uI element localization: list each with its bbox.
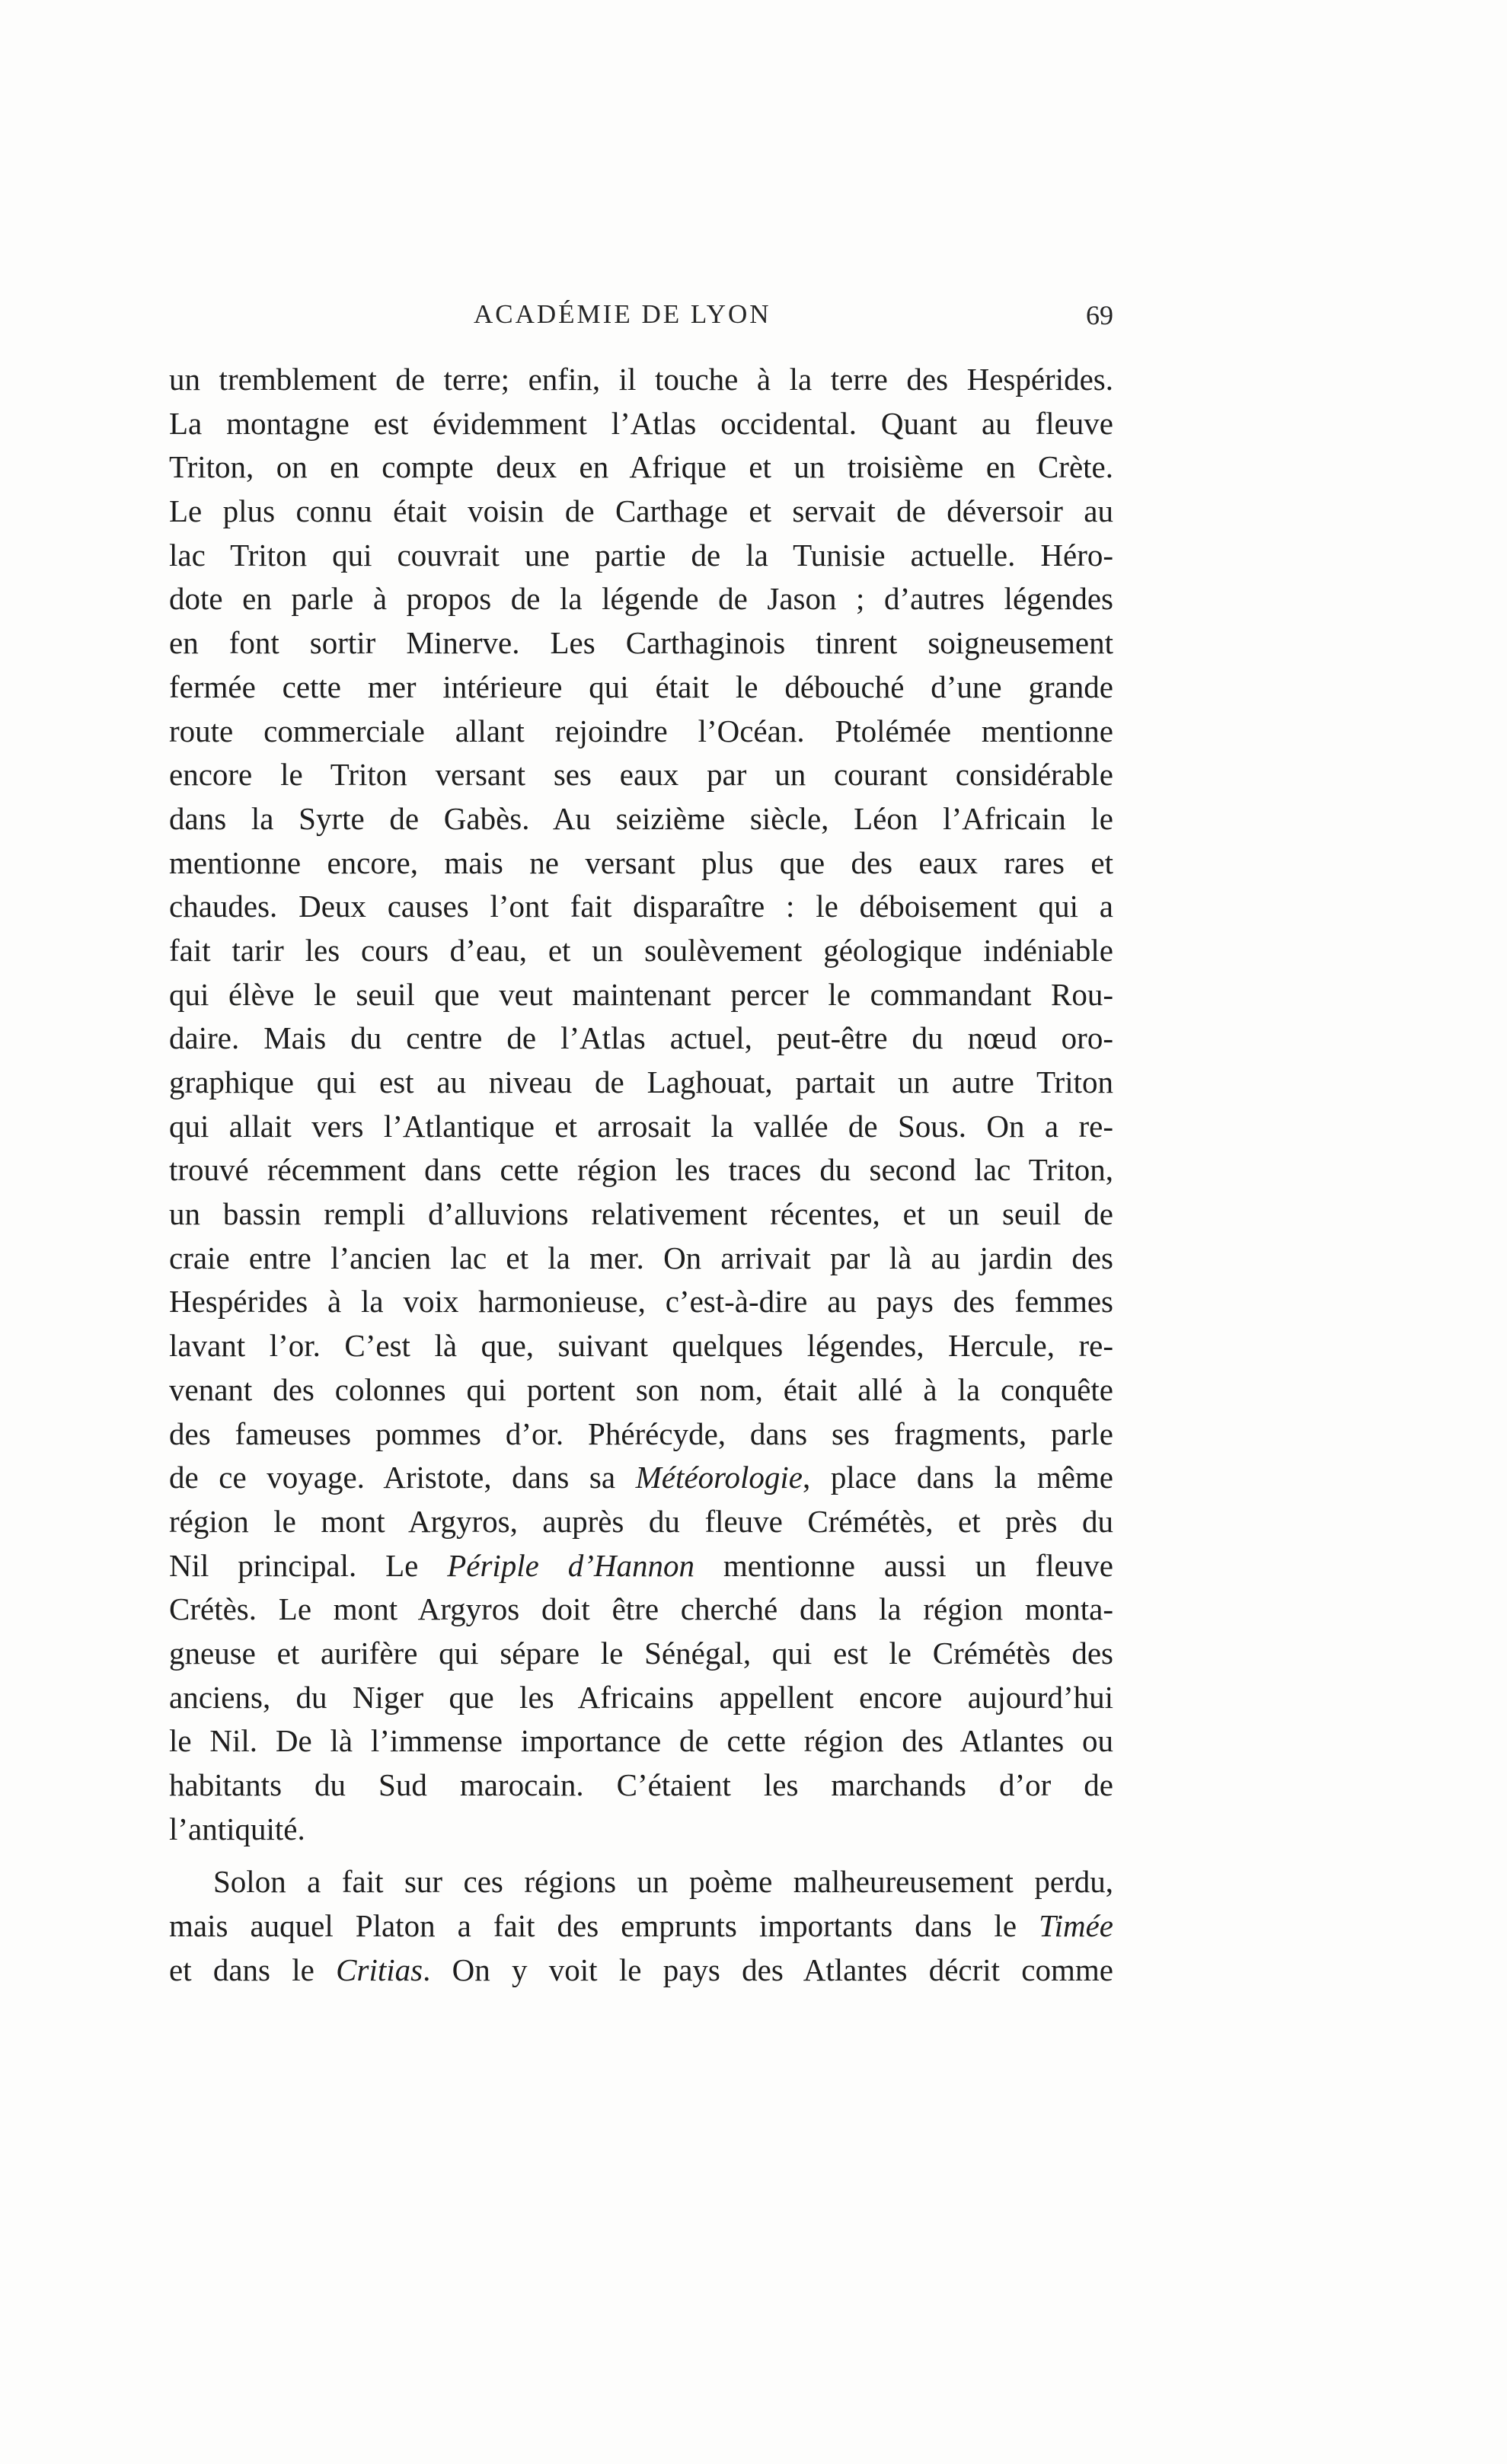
- text-line: venant des colonnes qui portent son nom, était allé à la conquête: [169, 1371, 1113, 1407]
- text-line: trouvé récemment dans cette région les traces du second lac Triton,: [169, 1152, 1113, 1188]
- text-line: graphique qui est au niveau de Laghouat, partait un autre Triton: [169, 1064, 1113, 1100]
- text-line: [169, 1904, 1113, 1949]
- text-fragment: mentionne aussi un fleuve: [694, 1547, 1113, 1583]
- text-line: qui allait vers l’Atlantique et arrosait la vallée de Sous. On a re-: [169, 1108, 1113, 1144]
- text-fragment: de ce voyage. Aristote, dans sa: [169, 1460, 636, 1495]
- book-title-periple: Périple d’Hannon: [447, 1547, 695, 1583]
- text-line: encore le Triton versant ses eaux par un courant considérable: [169, 757, 1113, 793]
- text-fragment: Nil principal. Le: [169, 1547, 448, 1583]
- text-line: route commerciale allant rejoindre l’Océan. Ptolémée mentionne: [169, 713, 1113, 748]
- text-line: Solon a fait sur ces régions un poème malheureusement perdu,: [213, 1864, 1113, 1900]
- text-fragment: , place dans la même: [803, 1460, 1113, 1495]
- text-line: fait tarir les cours d’eau, et un soulèvement géologique indéniable: [169, 932, 1113, 968]
- text-line: La montagne est évidemment l’Atlas occidental. Quant au fleuve: [169, 405, 1113, 441]
- text-line: mentionne encore, mais ne versant plus que des eaux rares et: [169, 844, 1113, 880]
- text-line: Le plus connu était voisin de Carthage et servait de déversoir au: [169, 493, 1113, 529]
- book-title-critias: Critias: [336, 1952, 423, 1987]
- text-fragment: et dans le: [169, 1952, 337, 1987]
- text-line: [169, 1544, 1113, 1588]
- text-line: des fameuses pommes d’or. Phérécyde, dans ses fragments, parle: [169, 1416, 1113, 1451]
- text-line: gneuse et aurifère qui sépare le Sénégal, qui est le Crémétès des: [169, 1635, 1113, 1671]
- text-line: Triton, on en compte deux en Afrique et un troisième en Crète.: [169, 449, 1113, 485]
- text-fragment: mais auquel Platon a fait des emprunts importants dans le: [169, 1908, 1039, 1944]
- text-line: un tremblement de terre; enfin, il touche à la terre des Hespérides.: [169, 362, 1113, 397]
- text-line: le Nil. De là l’immense importance de cette région des Atlantes ou: [169, 1723, 1113, 1759]
- text-line: qui élève le seuil que veut maintenant percer le commandant Rou-: [169, 976, 1113, 1012]
- running-title: ACADÉMIE DE LYON: [474, 299, 771, 329]
- text-line: anciens, du Niger que les Africains appellent encore aujourd’hui: [169, 1679, 1113, 1715]
- text-line: lavant l’or. C’est là que, suivant quelques légendes, Hercule, re-: [169, 1328, 1113, 1364]
- book-title-timee: Timée: [1039, 1908, 1113, 1944]
- paragraph-2: [169, 1860, 1113, 1992]
- book-title-meteorologie: Météorologie: [635, 1460, 803, 1495]
- page-number: 69: [1086, 300, 1113, 330]
- text-line: [169, 1456, 1113, 1500]
- text-line: [169, 1949, 1113, 1993]
- text-line: daire. Mais du centre de l’Atlas actuel, peut-être du nœud oro-: [169, 1020, 1113, 1056]
- text-line: Hespérides à la voix harmonieuse, c’est-à-dire au pays des femmes: [169, 1284, 1113, 1320]
- text-line: l’antiquité.: [169, 1811, 305, 1846]
- text-line: région le mont Argyros, auprès du fleuve Crémétès, et près du: [169, 1503, 1113, 1539]
- text-line: chaudes. Deux causes l’ont fait disparaître : le déboisement qui a: [169, 889, 1113, 924]
- text-line: habitants du Sud marocain. C’étaient les marchands d’or de: [169, 1767, 1113, 1802]
- text-line: lac Triton qui couvrait une partie de la Tunisie actuelle. Héro-: [169, 537, 1113, 573]
- text-line: dote en parle à propos de la légende de Jason ; d’autres légendes: [169, 581, 1113, 617]
- text-line: fermée cette mer intérieure qui était le débouché d’une grande: [169, 669, 1113, 704]
- text-line: dans la Syrte de Gabès. Au seizième siècle, Léon l’Africain le: [169, 800, 1113, 836]
- running-head: [169, 299, 1113, 337]
- body-text: [169, 358, 1113, 1992]
- text-fragment: . On y voit le pays des Atlantes décrit comme: [423, 1952, 1113, 1987]
- paragraph-1: [169, 358, 1113, 1851]
- text-line: craie entre l’ancien lac et la mer. On arrivait par là au jardin des: [169, 1240, 1113, 1275]
- text-line: en font sortir Minerve. Les Carthaginois tinrent soigneusement: [169, 625, 1113, 661]
- text-line: Crétès. Le mont Argyros doit être cherché dans la région monta-: [169, 1591, 1113, 1627]
- text-line: un bassin rempli d’alluvions relativement récentes, et un seuil de: [169, 1196, 1113, 1232]
